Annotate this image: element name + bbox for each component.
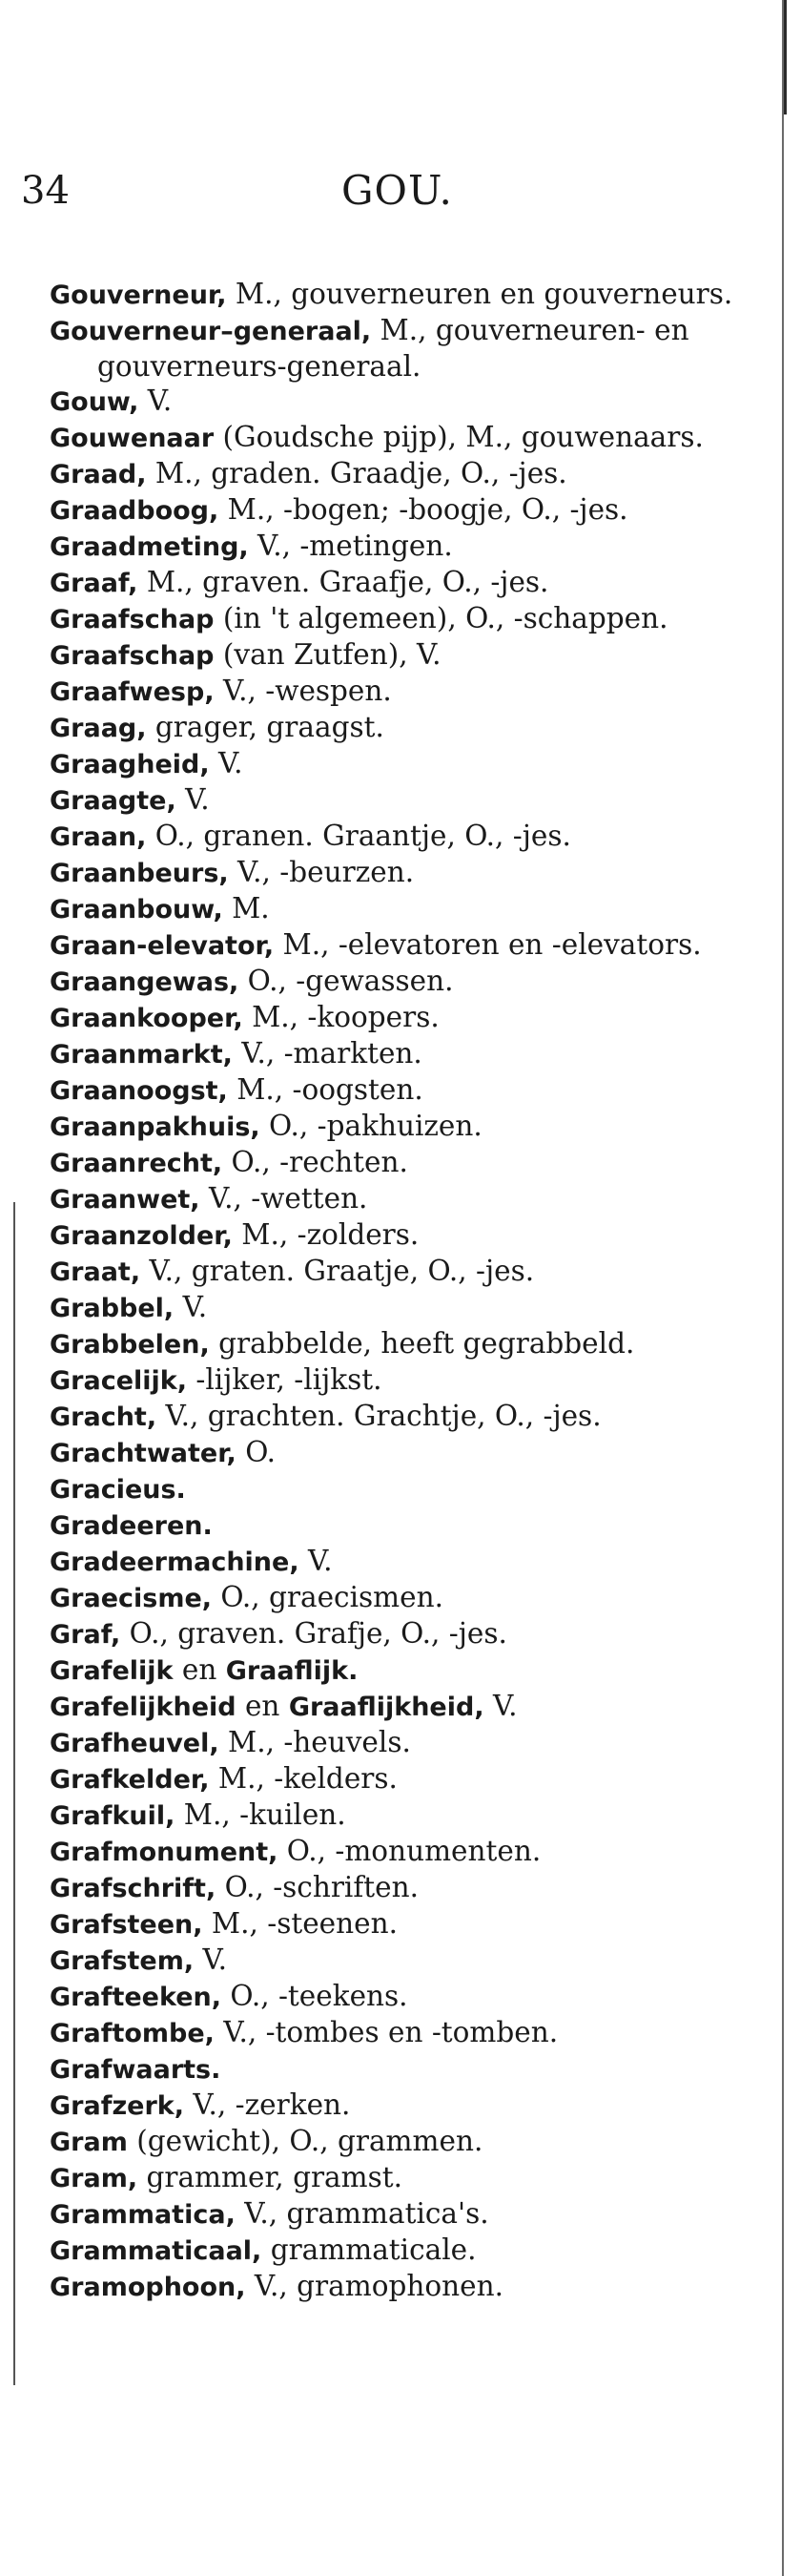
entry-text: V.	[174, 1291, 208, 1323]
headword: Grafheuvel,	[50, 1729, 219, 1758]
entry-text: M., graden. Graadje, O., -jes.	[146, 457, 567, 489]
entry-text-variant: V.	[483, 1690, 518, 1722]
dictionary-entry	[50, 1435, 746, 1471]
entry-text: M., -steenen.	[202, 1907, 398, 1940]
entry-text: M., -koopers.	[242, 1001, 440, 1033]
dictionary-entry	[50, 964, 746, 1000]
entry-list	[50, 277, 746, 2305]
dictionary-entry	[50, 1725, 746, 1761]
headword: Graagheid,	[50, 750, 210, 779]
dictionary-entry	[50, 1399, 746, 1435]
headword: Gradeeren.	[50, 1511, 213, 1541]
dictionary-entry	[50, 2269, 746, 2305]
dictionary-entry	[50, 1217, 746, 1254]
entry-text: O.	[236, 1436, 277, 1468]
headword-variant: Graaflijkheid,	[288, 1693, 484, 1722]
page-number: 34	[21, 169, 70, 213]
headword: Graaf,	[50, 569, 138, 598]
entry-text: V., -zerken.	[184, 2088, 351, 2121]
dictionary-entry	[50, 1181, 746, 1217]
dictionary-entry	[50, 1544, 746, 1580]
entry-text: V., grachten. Grachtje, O., -jes.	[156, 1400, 602, 1432]
entry-text: M., -elevatoren en -elevators.	[274, 928, 702, 961]
entry-text: V., graten. Graatje, O., -jes.	[140, 1255, 535, 1287]
entry-text: (Goudsche pijp), M., gouwenaars.	[214, 421, 704, 453]
headword: Grafwaarts.	[50, 2055, 221, 2085]
dictionary-entry	[50, 855, 746, 891]
dictionary-entry	[50, 456, 746, 492]
dictionary-entry	[50, 710, 746, 746]
dictionary-entry	[50, 313, 746, 384]
entry-text: V.	[138, 384, 173, 417]
headword: Grafteeken,	[50, 1983, 221, 2012]
dictionary-entry	[50, 1870, 746, 1906]
headword: Grafelijkheid	[50, 1693, 236, 1722]
dictionary-entry	[50, 1942, 746, 1979]
entry-text: O., -teekens.	[221, 1980, 408, 2012]
dictionary-entry	[50, 1072, 746, 1109]
entry-text: grager, graagst.	[146, 711, 384, 743]
headword: Grabbelen,	[50, 1330, 210, 1360]
dictionary-entry	[50, 2124, 746, 2160]
dictionary-entry	[50, 1507, 746, 1544]
entry-text: M., -kuilen.	[175, 1798, 346, 1831]
entry-text: O., -monumenten.	[277, 1835, 542, 1867]
headword: Graanzolder,	[50, 1221, 233, 1251]
entry-text: V.	[298, 1545, 333, 1577]
entry-text: O., -gewassen.	[238, 965, 454, 997]
entry-text: -lijker, -lijkst.	[187, 1363, 382, 1396]
headword: Graf,	[50, 1620, 121, 1650]
headword: Graafwesp,	[50, 677, 215, 707]
headword: Graanpakhuis,	[50, 1112, 260, 1142]
dictionary-entry	[50, 1906, 746, 1942]
left-margin-rule	[13, 1202, 15, 2385]
headword: Gram,	[50, 2164, 138, 2193]
headword: Graangewas,	[50, 967, 239, 997]
headword: Graftombe,	[50, 2019, 215, 2048]
entry-text: V., -metingen.	[248, 530, 453, 562]
dictionary-entry	[50, 1797, 746, 1834]
right-margin-rule	[782, 0, 784, 2576]
headword: Gram	[50, 2128, 128, 2157]
entry-text: (in 't algemeen), O., -schappen.	[214, 602, 668, 634]
headword: Graanwet,	[50, 1185, 200, 1215]
dictionary-entry	[50, 819, 746, 855]
dictionary-entry	[50, 1362, 746, 1399]
entry-text: M.	[222, 892, 270, 924]
page-edge-shadow	[784, 0, 787, 114]
headword: Gracelijk,	[50, 1366, 187, 1396]
dictionary-entry	[50, 277, 746, 313]
entry-text: (gewicht), O., grammen.	[127, 2125, 483, 2157]
entry-text: V., -wetten.	[199, 1182, 368, 1215]
running-head: GOU.	[341, 167, 453, 214]
dictionary-entry	[50, 384, 746, 420]
page-header	[0, 162, 801, 219]
entry-text: grabbelde, heeft gegrabbeld.	[209, 1327, 635, 1360]
dictionary-entry	[50, 565, 746, 601]
headword: Grachtwater,	[50, 1439, 236, 1468]
dictionary-entry	[50, 1000, 746, 1036]
headword: Grafzerk,	[50, 2091, 184, 2121]
entry-text: (van Zutfen), V.	[214, 638, 442, 671]
entry-text: M., graven. Graafje, O., -jes.	[137, 566, 549, 598]
entry-text: O., granen. Graantje, O., -jes.	[146, 820, 571, 852]
dictionary-entry	[50, 2051, 746, 2088]
dictionary-entry	[50, 1471, 746, 1507]
dictionary-entry	[50, 1290, 746, 1326]
dictionary-entry	[50, 1616, 746, 1652]
entry-text: M., -heuvels.	[218, 1726, 411, 1758]
headword: Grammaticaal,	[50, 2236, 262, 2266]
entry-text: V., gramophonen.	[245, 2270, 503, 2302]
headword: Graag,	[50, 714, 147, 743]
headword: Grafkelder,	[50, 1765, 210, 1795]
dictionary-entry	[50, 1109, 746, 1145]
dictionary-entry	[50, 637, 746, 674]
dictionary-entry	[50, 529, 746, 565]
dictionary-entry	[50, 2088, 746, 2124]
headword: Gouverneur–generaal,	[50, 317, 372, 346]
entry-text: M., -kelders.	[209, 1762, 398, 1795]
headword: Grammatica,	[50, 2200, 236, 2230]
dictionary-entry	[50, 2196, 746, 2233]
headword: Grafelijk	[50, 1656, 174, 1686]
entry-text: en	[173, 1653, 226, 1686]
headword: Graadboog,	[50, 496, 219, 526]
entry-text: grammer, gramst.	[137, 2161, 402, 2193]
entry-text: O., -rechten.	[222, 1146, 408, 1178]
entry-text: O., -pakhuizen.	[259, 1110, 483, 1142]
headword: Gouw,	[50, 387, 139, 417]
dictionary-entry	[50, 1254, 746, 1290]
dictionary-entry	[50, 2233, 746, 2269]
entry-text: M., gouverneuren- en gouverneurs-generaal.	[97, 314, 689, 383]
headword: Graanoogst,	[50, 1076, 228, 1106]
dictionary-entry	[50, 1326, 746, 1362]
headword: Graankooper,	[50, 1004, 243, 1033]
headword: Gouwenaar	[50, 424, 215, 453]
entry-text: V.	[175, 783, 210, 816]
headword: Gouverneur,	[50, 280, 227, 310]
dictionary-entry	[50, 674, 746, 710]
entry-text: V., -markten.	[232, 1037, 422, 1070]
entry-text: V., -beurzen.	[228, 856, 415, 888]
dictionary-entry	[50, 1580, 746, 1616]
headword: Graecisme,	[50, 1584, 213, 1613]
headword: Graafschap	[50, 605, 215, 634]
entry-text: M., -oogsten.	[227, 1073, 423, 1106]
headword: Gramophoon,	[50, 2273, 246, 2302]
headword: Graagte,	[50, 786, 176, 816]
dictionary-entry	[50, 601, 746, 637]
dictionary-entry	[50, 1761, 746, 1797]
headword: Gracieus.	[50, 1475, 186, 1505]
headword: Graadmeting,	[50, 532, 249, 562]
headword: Grabbel,	[50, 1294, 175, 1323]
headword: Graanbeurs,	[50, 859, 229, 888]
entry-text: M., -zolders.	[232, 1218, 420, 1251]
entry-text: en	[236, 1690, 289, 1722]
dictionary-entry	[50, 420, 746, 456]
dictionary-entry	[50, 1036, 746, 1072]
entry-text: V.	[194, 1943, 228, 1976]
headword: Grafkuil,	[50, 1801, 175, 1831]
dictionary-entry	[50, 927, 746, 964]
entry-text: V.	[209, 747, 243, 779]
entry-text: O., graven. Grafje, O., -jes.	[120, 1617, 507, 1650]
dictionary-entry	[50, 1979, 746, 2015]
headword-variant: Graaflijk.	[225, 1656, 359, 1686]
dictionary-entry	[50, 782, 746, 819]
entry-text: V., -wespen.	[214, 675, 392, 707]
headword: Grafstem,	[50, 1946, 195, 1976]
entry-text: V., -tombes en -tomben.	[214, 2016, 559, 2048]
headword: Graad,	[50, 460, 147, 489]
dictionary-entry	[50, 746, 746, 782]
headword: Grafschrift,	[50, 1874, 216, 1903]
headword: Graat,	[50, 1257, 141, 1287]
dictionary-entry	[50, 1145, 746, 1181]
entry-text: M., gouverneuren en gouverneurs.	[226, 278, 733, 310]
headword: Graanmarkt,	[50, 1040, 233, 1070]
dictionary-entry	[50, 1834, 746, 1870]
entry-text: O., graecismen.	[212, 1581, 443, 1613]
headword: Graanrecht,	[50, 1149, 223, 1178]
entry-text: M., -bogen; -boogje, O., -jes.	[218, 493, 628, 526]
dictionary-entry	[50, 2160, 746, 2196]
headword: Graan,	[50, 822, 147, 852]
headword: Graafschap	[50, 641, 215, 671]
entry-text: V., grammatica's.	[235, 2197, 489, 2230]
headword: Graanbouw,	[50, 895, 223, 924]
entry-text: grammaticale.	[261, 2233, 477, 2266]
dictionary-entry	[50, 2015, 746, 2051]
dictionary-entry	[50, 1652, 746, 1689]
headword: Grafmonument,	[50, 1838, 278, 1867]
headword: Graan-elevator,	[50, 931, 275, 961]
dictionary-entry	[50, 492, 746, 529]
headword: Gracht,	[50, 1402, 157, 1432]
dictionary-entry	[50, 1689, 746, 1725]
dictionary-entry	[50, 891, 746, 927]
headword: Gradeermachine,	[50, 1548, 299, 1577]
entry-text: O., -schriften.	[216, 1871, 419, 1903]
headword: Grafsteen,	[50, 1910, 203, 1940]
